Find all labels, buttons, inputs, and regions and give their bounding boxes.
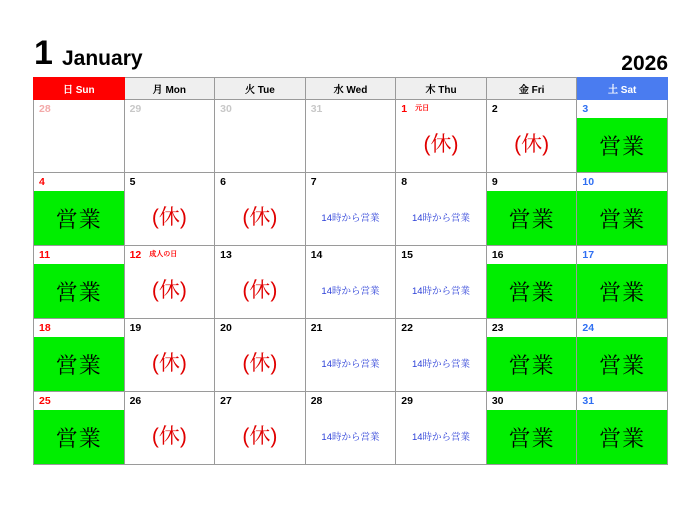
weekday-header-thu: 木 Thu xyxy=(396,78,487,100)
day-cell xyxy=(396,100,487,173)
closed-day-label: (休) xyxy=(242,352,278,375)
day-cell-body xyxy=(396,173,486,245)
day-number-line xyxy=(39,103,51,115)
closed-day-label: (休) xyxy=(514,133,550,156)
day-cell xyxy=(34,246,125,319)
open-day-label: 営業 xyxy=(34,337,124,391)
day-number-line xyxy=(401,176,407,188)
day-number-line xyxy=(492,395,504,407)
calendar-grid xyxy=(33,77,668,465)
day-number: 15 xyxy=(401,249,413,261)
day-cell xyxy=(124,173,215,246)
day-number-line xyxy=(311,395,323,407)
day-number: 14 xyxy=(310,249,323,261)
day-number: 3 xyxy=(582,103,589,115)
week-row xyxy=(34,100,668,173)
day-cell-body xyxy=(306,246,396,318)
open-day-label: 営業 xyxy=(487,337,577,391)
day-cell xyxy=(396,392,487,465)
open-from-14-label: 14時から営業 xyxy=(411,286,471,297)
day-cell xyxy=(305,246,396,319)
open-from-14-label: 14時から営業 xyxy=(411,359,471,370)
day-cell-body xyxy=(125,392,215,464)
day-number: 29 xyxy=(129,103,142,115)
day-cell-body xyxy=(487,392,577,464)
day-number: 2 xyxy=(491,103,498,115)
day-number: 30 xyxy=(491,395,504,407)
day-number-line xyxy=(401,249,413,261)
closed-day-label: (休) xyxy=(423,133,459,156)
day-cell xyxy=(486,319,577,392)
day-number-line xyxy=(130,395,142,407)
day-number-line xyxy=(39,322,51,334)
open-from-14-label: 14時から営業 xyxy=(321,286,380,297)
day-cell-body xyxy=(34,173,124,245)
closed-day-label: (休) xyxy=(151,206,187,229)
holiday-name: 成人の日 xyxy=(149,251,178,258)
day-number-line xyxy=(401,395,413,407)
day-cell-body xyxy=(306,319,396,391)
day-cell xyxy=(577,392,668,465)
day-number-line xyxy=(130,103,142,115)
day-cell-body xyxy=(34,319,124,391)
day-number-line xyxy=(220,176,226,188)
day-number: 19 xyxy=(129,322,142,334)
day-number-line xyxy=(492,249,504,261)
day-number: 27 xyxy=(220,395,232,407)
day-number: 11 xyxy=(39,249,51,261)
day-cell-body xyxy=(306,173,396,245)
day-number: 24 xyxy=(582,322,595,334)
month-name: January xyxy=(62,47,143,70)
day-number-line xyxy=(582,176,594,188)
day-number: 21 xyxy=(310,322,323,334)
day-number-line xyxy=(130,176,136,188)
weekday-header-mon: 月 Mon xyxy=(124,78,215,100)
day-number-line xyxy=(130,249,178,261)
day-number-line xyxy=(130,322,142,334)
open-day-label: 営業 xyxy=(487,264,577,318)
day-number-line xyxy=(401,103,429,115)
day-cell-body xyxy=(215,100,305,172)
day-cell-body xyxy=(396,319,486,391)
day-number: 20 xyxy=(220,322,232,334)
open-day-label: 営業 xyxy=(577,337,667,391)
week-row xyxy=(34,173,668,246)
day-cell-body xyxy=(577,392,667,464)
open-day-label: 営業 xyxy=(577,410,667,464)
day-cell xyxy=(34,319,125,392)
day-cell xyxy=(215,173,306,246)
day-cell-body xyxy=(396,246,486,318)
day-cell-body xyxy=(306,100,396,172)
day-number-line xyxy=(39,249,50,261)
day-cell-body xyxy=(396,100,486,172)
weekday-header-sun: 日 Sun xyxy=(34,78,125,100)
day-cell-body xyxy=(577,100,667,172)
day-cell xyxy=(305,173,396,246)
day-cell xyxy=(124,319,215,392)
day-number-line xyxy=(39,176,45,188)
day-cell xyxy=(124,246,215,319)
day-cell-body xyxy=(125,246,215,318)
day-cell xyxy=(577,100,668,173)
open-day-label: 営業 xyxy=(34,191,124,245)
year: 2026 xyxy=(621,52,668,75)
day-cell-body xyxy=(487,100,577,172)
closed-day-label: (休) xyxy=(151,352,187,375)
closed-day-label: (休) xyxy=(151,279,187,302)
week-row xyxy=(34,319,668,392)
day-cell-body xyxy=(487,246,577,318)
day-number-line xyxy=(492,176,498,188)
day-number: 18 xyxy=(39,322,51,334)
day-number-line xyxy=(311,103,323,115)
day-number: 30 xyxy=(220,103,232,115)
day-cell xyxy=(124,392,215,465)
day-number: 31 xyxy=(310,103,323,115)
day-number-line xyxy=(220,249,232,261)
closed-day-label: (休) xyxy=(151,425,187,448)
day-number-line xyxy=(582,395,594,407)
day-cell xyxy=(34,392,125,465)
day-number-line xyxy=(492,322,504,334)
open-day-label: 営業 xyxy=(577,118,667,172)
day-cell xyxy=(577,173,668,246)
day-cell xyxy=(215,319,306,392)
holiday-name: 元日 xyxy=(415,105,430,112)
closed-day-label: (休) xyxy=(242,425,278,448)
day-cell xyxy=(396,246,487,319)
day-cell xyxy=(577,246,668,319)
day-number: 5 xyxy=(129,176,136,188)
day-cell-body xyxy=(215,246,305,318)
day-number: 23 xyxy=(491,322,504,334)
day-cell-body xyxy=(34,392,124,464)
weekday-header-wed: 水 Wed xyxy=(305,78,396,100)
day-number: 10 xyxy=(582,176,595,188)
open-day-label: 営業 xyxy=(577,264,667,318)
day-cell xyxy=(124,100,215,173)
day-number-line xyxy=(311,176,317,188)
day-number: 6 xyxy=(220,176,226,188)
day-cell xyxy=(486,173,577,246)
day-cell xyxy=(215,246,306,319)
day-cell xyxy=(577,319,668,392)
day-cell-body xyxy=(125,319,215,391)
day-number: 9 xyxy=(491,176,498,188)
open-from-14-label: 14時から営業 xyxy=(321,359,380,370)
open-from-14-label: 14時から営業 xyxy=(321,213,380,224)
day-cell xyxy=(486,392,577,465)
day-number-line xyxy=(311,322,323,334)
day-number: 8 xyxy=(401,176,408,188)
day-number-line xyxy=(401,322,413,334)
day-cell-body xyxy=(577,173,667,245)
day-cell-body xyxy=(125,173,215,245)
weekday-header-sat: 土 Sat xyxy=(577,78,668,100)
day-number: 7 xyxy=(310,176,317,188)
weekday-header-row xyxy=(34,78,668,100)
day-number-line xyxy=(582,322,594,334)
day-number: 28 xyxy=(39,103,51,115)
day-number: 4 xyxy=(39,176,45,188)
day-cell-body xyxy=(487,319,577,391)
day-number-line xyxy=(492,103,498,115)
day-cell-body xyxy=(306,392,396,464)
day-cell xyxy=(34,173,125,246)
day-cell xyxy=(305,392,396,465)
day-number-line xyxy=(220,103,232,115)
open-day-label: 営業 xyxy=(487,410,577,464)
day-cell-body xyxy=(487,173,577,245)
day-cell-body xyxy=(34,246,124,318)
closed-day-label: (休) xyxy=(242,279,278,302)
day-cell-body xyxy=(396,392,486,464)
day-cell xyxy=(34,100,125,173)
day-cell-body xyxy=(34,100,124,172)
open-from-14-label: 14時から営業 xyxy=(411,432,471,443)
day-cell xyxy=(396,173,487,246)
day-number-line xyxy=(220,322,232,334)
weekday-header-tue: 火 Tue xyxy=(215,78,306,100)
day-cell-body xyxy=(125,100,215,172)
day-cell xyxy=(215,100,306,173)
day-cell xyxy=(215,392,306,465)
calendar-body xyxy=(34,100,668,465)
day-number: 28 xyxy=(310,395,323,407)
day-number: 12 xyxy=(129,249,142,261)
open-day-label: 営業 xyxy=(487,191,577,245)
day-cell xyxy=(305,319,396,392)
open-from-14-label: 14時から営業 xyxy=(411,213,471,224)
day-number: 17 xyxy=(582,249,595,261)
day-number: 13 xyxy=(220,249,232,261)
day-number-line xyxy=(582,103,588,115)
day-cell xyxy=(486,246,577,319)
week-row xyxy=(34,246,668,319)
day-number: 22 xyxy=(401,322,413,334)
open-day-label: 営業 xyxy=(34,264,124,318)
day-number: 25 xyxy=(39,395,51,407)
day-cell-body xyxy=(577,319,667,391)
day-number-line xyxy=(311,249,323,261)
day-number-line xyxy=(39,395,51,407)
day-number: 29 xyxy=(401,395,413,407)
day-cell-body xyxy=(215,173,305,245)
closed-day-label: (休) xyxy=(242,206,278,229)
day-number: 31 xyxy=(582,395,595,407)
open-day-label: 営業 xyxy=(577,191,667,245)
day-number-line xyxy=(220,395,232,407)
day-number-line xyxy=(582,249,594,261)
day-cell-body xyxy=(577,246,667,318)
day-number: 26 xyxy=(129,395,142,407)
day-number: 16 xyxy=(491,249,504,261)
open-from-14-label: 14時から営業 xyxy=(321,432,380,443)
day-cell xyxy=(486,100,577,173)
open-day-label: 営業 xyxy=(34,410,124,464)
day-cell xyxy=(305,100,396,173)
day-number: 1 xyxy=(401,103,408,115)
day-cell-body xyxy=(215,392,305,464)
weekday-header-fri: 金 Fri xyxy=(486,78,577,100)
day-cell-body xyxy=(215,319,305,391)
day-cell xyxy=(396,319,487,392)
week-row xyxy=(34,392,668,465)
month-number: 1 xyxy=(34,34,53,72)
